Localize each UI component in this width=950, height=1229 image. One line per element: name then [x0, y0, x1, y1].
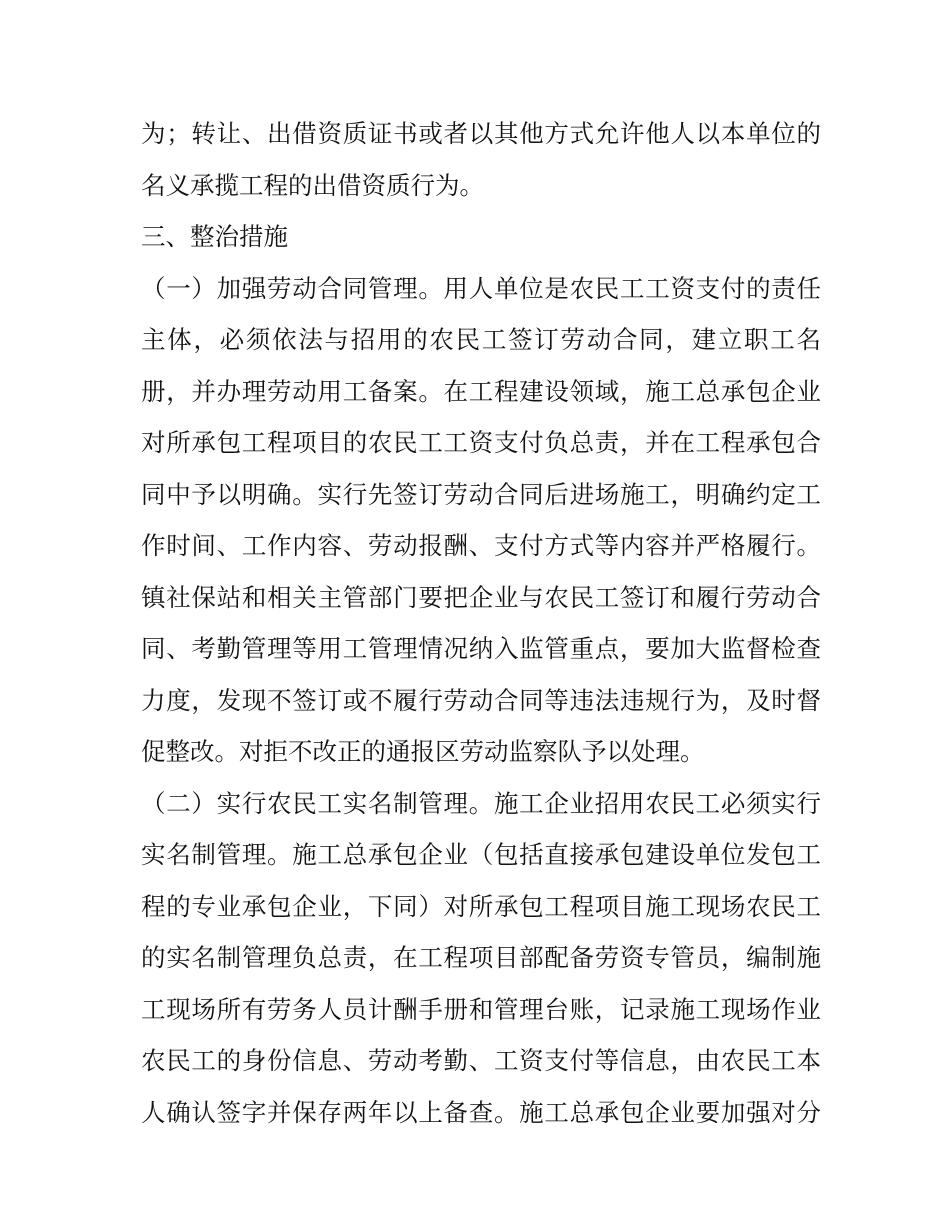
text-line: 三、整治措施 — [141, 222, 288, 251]
text-line: 促整改。对拒不改正的通报区劳动监察队予以处理。 — [141, 737, 705, 766]
text-line: 人确认签字并保存两年以上备查。施工总承包企业要加强对分 — [141, 1097, 821, 1127]
text-line: 为；转让、出借资质证书或者以其他方式允许他人以本单位的 — [141, 119, 821, 148]
text-line: 册，并办理劳动用工备案。在工程建设领域，施工总承包企业 — [141, 376, 821, 406]
text-line: 作时间、工作内容、劳动报酬、支付方式等内容并严格履行。 — [141, 531, 821, 560]
text-line: 工现场所有劳务人员计酬手册和管理台账，记录施工现场作业 — [141, 994, 821, 1024]
text-line: 镇社保站和相关主管部门要把企业与农民工签订和履行劳动合 — [141, 582, 821, 612]
text-line: 程的专业承包企业，下同）对所承包工程项目施工现场农民工 — [141, 891, 821, 921]
body-text — [141, 108, 821, 1138]
text-line: 同、考勤管理等用工管理情况纳入监管重点，要加大监督检查 — [141, 634, 821, 663]
text-line: 名义承揽工程的出借资质行为。 — [141, 170, 484, 200]
text-line: 农民工的身份信息、劳动考勤、工资支付等信息，由农民工本 — [141, 1046, 821, 1075]
text-line: 实名制管理。施工总承包企业（包括直接承包建设单位发包工 — [141, 840, 821, 869]
text-line: 同中予以明确。实行先签订劳动合同后进场施工，明确约定工 — [141, 479, 821, 509]
text-line: 的实名制管理负总责，在工程项目部配备劳资专管员，编制施 — [141, 943, 821, 972]
text-line: 力度，发现不签订或不履行劳动合同等违法违规行为，及时督 — [141, 685, 821, 715]
text-line: 对所承包工程项目的农民工工资支付负总责，并在工程承包合 — [141, 428, 821, 457]
text-line: （二）实行农民工实名制管理。施工企业招用农民工必须实行 — [141, 788, 821, 818]
text-line: （一）加强劳动合同管理。用人单位是农民工工资支付的责任 — [141, 273, 821, 303]
text-line: 主体，必须依法与招用的农民工签订劳动合同，建立职工名 — [141, 325, 821, 354]
